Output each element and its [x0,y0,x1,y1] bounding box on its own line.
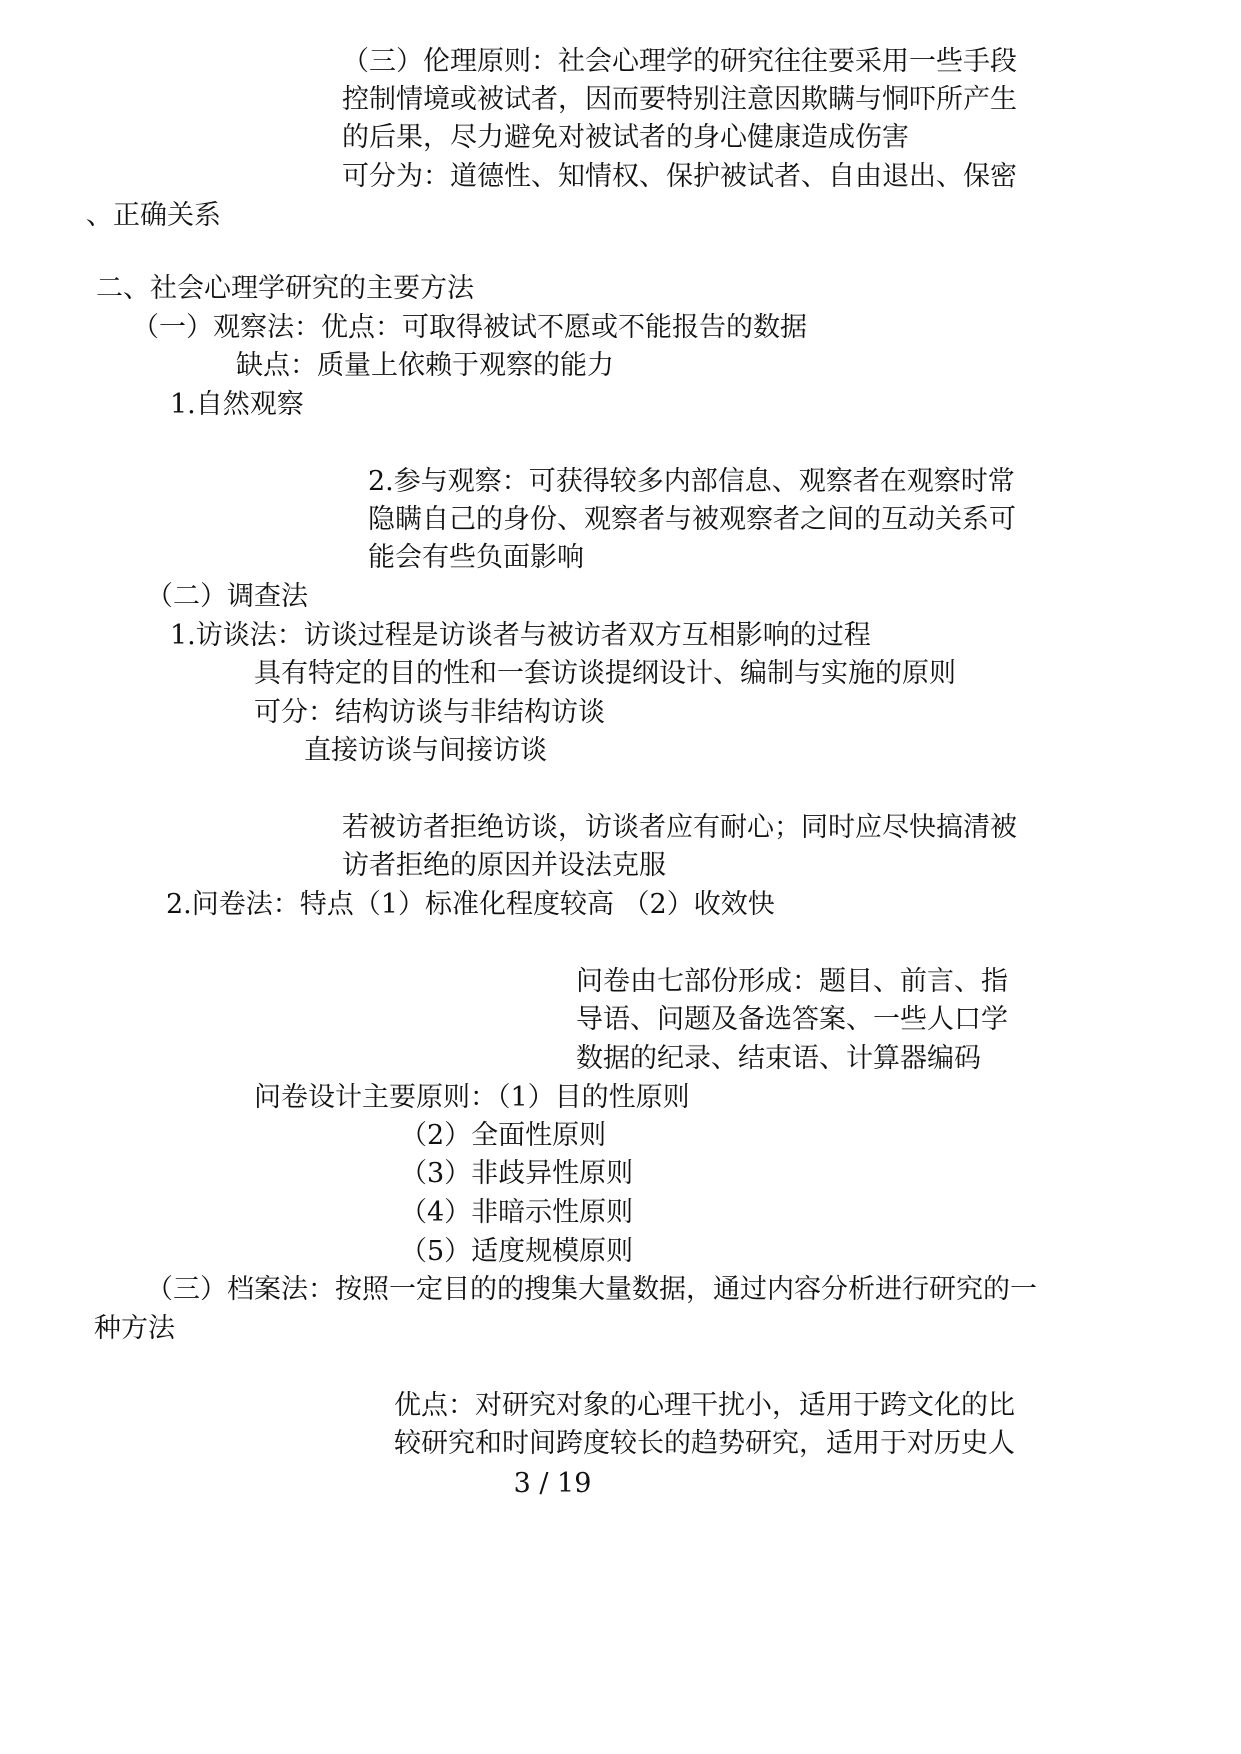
interview-refuse-line-1: 若被访者拒绝访谈，访谈者应有耐心；同时应尽快搞清被 [342,812,1017,843]
archive-title: （三）档案法：按照一定目的的搜集大量数据，通过内容分析进行研究的一 [146,1274,1037,1305]
participant-observation-line-2: 隐瞒自己的身份、观察者与被观察者之间的互动关系可 [368,504,1016,535]
participant-observation-line-3: 能会有些负面影响 [368,542,584,573]
principle-item: （4）非暗示性原则 [400,1197,634,1228]
participant-observation-line-1: 2.参与观察：可获得较多内部信息、观察者在观察时常 [368,466,1015,497]
natural-observation: 1.自然观察 [170,389,304,420]
principle-item: （3）非歧异性原则 [400,1158,634,1189]
ethics-categories-line-1: 可分为：道德性、知情权、保护被试者、自由退出、保密 [342,161,1017,192]
interview-line-4: 直接访谈与间接访谈 [304,735,547,766]
observation-title: （一）观察法：优点：可取得被试不愿或不能报告的数据 [132,312,807,343]
page-number: 3 / 19 [513,1468,592,1499]
observation-drawback: 缺点：质量上依赖于观察的能力 [236,350,614,381]
questionnaire-line-1: 2.问卷法：特点（1）标准化程度较高 （2）收效快 [166,889,775,920]
questionnaire-parts-line-1: 问卷由七部份形成：题目、前言、指 [576,966,1008,997]
principle-item: （2）全面性原则 [400,1120,607,1151]
archive-merits-line-2: 较研究和时间跨度较长的趋势研究，适用于对历史人 [394,1428,1015,1459]
archive-merits-line-1: 优点：对研究对象的心理干扰小，适用于跨文化的比 [394,1390,1015,1421]
interview-line-2: 具有特定的目的性和一套访谈提纲设计、编制与实施的原则 [254,658,956,689]
interview-line-1: 1.访谈法：访谈过程是访谈者与被访者双方互相影响的过程 [170,620,871,651]
questionnaire-parts-line-3: 数据的纪录、结束语、计算器编码 [576,1043,981,1074]
ethics-line-2: 控制情境或被试者，因而要特别注意因欺瞒与恫吓所产生 [342,84,1017,115]
interview-line-3: 可分：结构访谈与非结构访谈 [254,697,605,728]
ethics-categories-line-2: 、正确关系 [86,200,221,231]
interview-refuse-line-2: 访者拒绝的原因并设法克服 [342,850,666,881]
principle-item: （5）适度规模原则 [400,1236,634,1267]
questionnaire-principles-label: 问卷设计主要原则：（1）目的性原则 [254,1082,690,1113]
archive-title-continued: 种方法 [94,1313,175,1344]
ethics-line-3: 的后果，尽力避免对被试者的身心健康造成伤害 [342,122,909,153]
questionnaire-parts-line-2: 导语、问题及备选答案、一些人口学 [576,1004,1008,1035]
ethics-line-1: （三）伦理原则：社会心理学的研究往往要采用一些手段 [342,46,1017,77]
section-heading: 二、社会心理学研究的主要方法 [96,273,474,304]
survey-title: （二）调查法 [146,581,308,612]
